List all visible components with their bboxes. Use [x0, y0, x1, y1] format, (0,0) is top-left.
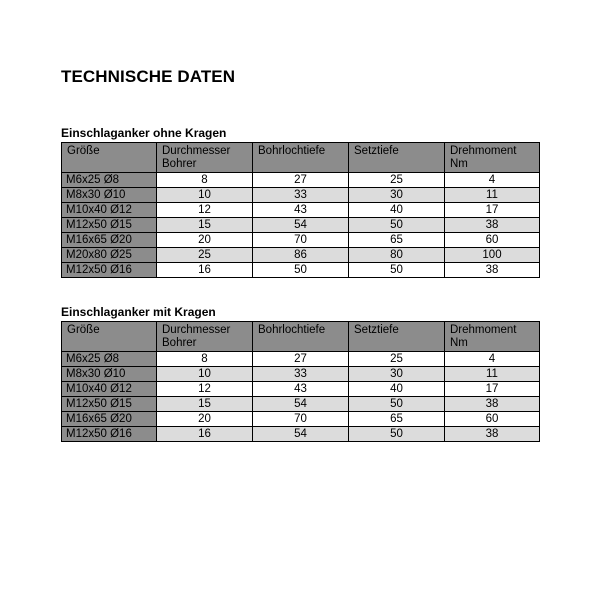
cell-diameter: 12: [157, 382, 253, 397]
cell-torque: 4: [445, 352, 540, 367]
table-header-row: [62, 322, 540, 352]
cell-diameter: 20: [157, 412, 253, 427]
header-torque: [445, 143, 540, 173]
cell-setting: 25: [349, 173, 445, 188]
cell-diameter: 15: [157, 218, 253, 233]
table-row: [62, 203, 540, 218]
cell-depth: 43: [253, 203, 349, 218]
section-title: Einschlaganker ohne Kragen: [61, 126, 227, 140]
cell-diameter: 8: [157, 352, 253, 367]
cell-size: M6x25 Ø8: [62, 352, 157, 367]
cell-setting: 50: [349, 427, 445, 442]
table-row: [62, 188, 540, 203]
table-header-row: [62, 143, 540, 173]
table-row: [62, 233, 540, 248]
table-row: [62, 367, 540, 382]
header-diameter-line1: Durchmesser: [162, 324, 231, 336]
header-setting: Setztiefe: [349, 143, 445, 173]
cell-size: M16x65 Ø20: [62, 233, 157, 248]
cell-torque: 38: [445, 218, 540, 233]
cell-depth: 70: [253, 233, 349, 248]
cell-setting: 50: [349, 397, 445, 412]
table-row: [62, 263, 540, 278]
cell-setting: 80: [349, 248, 445, 263]
header-torque-line2: Nm: [450, 337, 468, 349]
cell-size: M16x65 Ø20: [62, 412, 157, 427]
table-row: [62, 397, 540, 412]
cell-torque: 17: [445, 382, 540, 397]
cell-setting: 50: [349, 263, 445, 278]
spec-table-ohne-kragen: [61, 142, 540, 278]
cell-setting: 25: [349, 352, 445, 367]
cell-diameter: 25: [157, 248, 253, 263]
section-mit-kragen: [61, 305, 540, 442]
cell-setting: 65: [349, 412, 445, 427]
header-setting: Setztiefe: [349, 322, 445, 352]
cell-torque: 17: [445, 203, 540, 218]
cell-size: M6x25 Ø8: [62, 173, 157, 188]
cell-depth: 33: [253, 367, 349, 382]
cell-size: M10x40 Ø12: [62, 203, 157, 218]
cell-torque: 100: [445, 248, 540, 263]
header-diameter-line2: Bohrer: [162, 158, 197, 170]
cell-diameter: 20: [157, 233, 253, 248]
table-row: [62, 352, 540, 367]
cell-diameter: 12: [157, 203, 253, 218]
cell-depth: 54: [253, 427, 349, 442]
cell-torque: 11: [445, 367, 540, 382]
header-torque-line2: Nm: [450, 158, 468, 170]
header-depth: Bohrlochtiefe: [253, 143, 349, 173]
table-row: [62, 382, 540, 397]
cell-size: M12x50 Ø16: [62, 263, 157, 278]
table-row: [62, 427, 540, 442]
cell-size: M20x80 Ø25: [62, 248, 157, 263]
table-row: [62, 173, 540, 188]
cell-depth: 50: [253, 263, 349, 278]
cell-diameter: 15: [157, 397, 253, 412]
cell-setting: 30: [349, 188, 445, 203]
cell-depth: 70: [253, 412, 349, 427]
header-diameter-line1: Durchmesser: [162, 145, 231, 157]
cell-depth: 54: [253, 218, 349, 233]
section-title: Einschlaganker mit Kragen: [61, 305, 216, 319]
cell-diameter: 16: [157, 263, 253, 278]
cell-size: M12x50 Ø16: [62, 427, 157, 442]
cell-depth: 33: [253, 188, 349, 203]
header-torque-line1: Drehmoment: [450, 324, 517, 336]
cell-setting: 50: [349, 218, 445, 233]
cell-diameter: 10: [157, 188, 253, 203]
cell-size: M12x50 Ø15: [62, 397, 157, 412]
cell-size: M10x40 Ø12: [62, 382, 157, 397]
cell-setting: 40: [349, 203, 445, 218]
cell-torque: 60: [445, 412, 540, 427]
header-depth: Bohrlochtiefe: [253, 322, 349, 352]
header-diameter: [157, 322, 253, 352]
cell-setting: 65: [349, 233, 445, 248]
cell-torque: 38: [445, 397, 540, 412]
cell-diameter: 8: [157, 173, 253, 188]
table-row: [62, 218, 540, 233]
table-row: [62, 412, 540, 427]
cell-depth: 43: [253, 382, 349, 397]
cell-setting: 30: [349, 367, 445, 382]
cell-torque: 4: [445, 173, 540, 188]
page-title: TECHNISCHE DATEN: [61, 67, 236, 86]
header-size: Größe: [62, 143, 157, 173]
header-torque-line1: Drehmoment: [450, 145, 517, 157]
header-diameter-line2: Bohrer: [162, 337, 197, 349]
cell-setting: 40: [349, 382, 445, 397]
cell-torque: 38: [445, 427, 540, 442]
section-ohne-kragen: [61, 126, 540, 278]
cell-diameter: 16: [157, 427, 253, 442]
cell-torque: 11: [445, 188, 540, 203]
cell-size: M12x50 Ø15: [62, 218, 157, 233]
cell-depth: 54: [253, 397, 349, 412]
spec-table-mit-kragen: [61, 321, 540, 442]
cell-depth: 27: [253, 352, 349, 367]
cell-diameter: 10: [157, 367, 253, 382]
cell-size: M8x30 Ø10: [62, 367, 157, 382]
table-row: [62, 248, 540, 263]
header-diameter: [157, 143, 253, 173]
cell-torque: 60: [445, 233, 540, 248]
cell-size: M8x30 Ø10: [62, 188, 157, 203]
cell-depth: 86: [253, 248, 349, 263]
header-size: Größe: [62, 322, 157, 352]
header-torque: [445, 322, 540, 352]
cell-torque: 38: [445, 263, 540, 278]
cell-depth: 27: [253, 173, 349, 188]
